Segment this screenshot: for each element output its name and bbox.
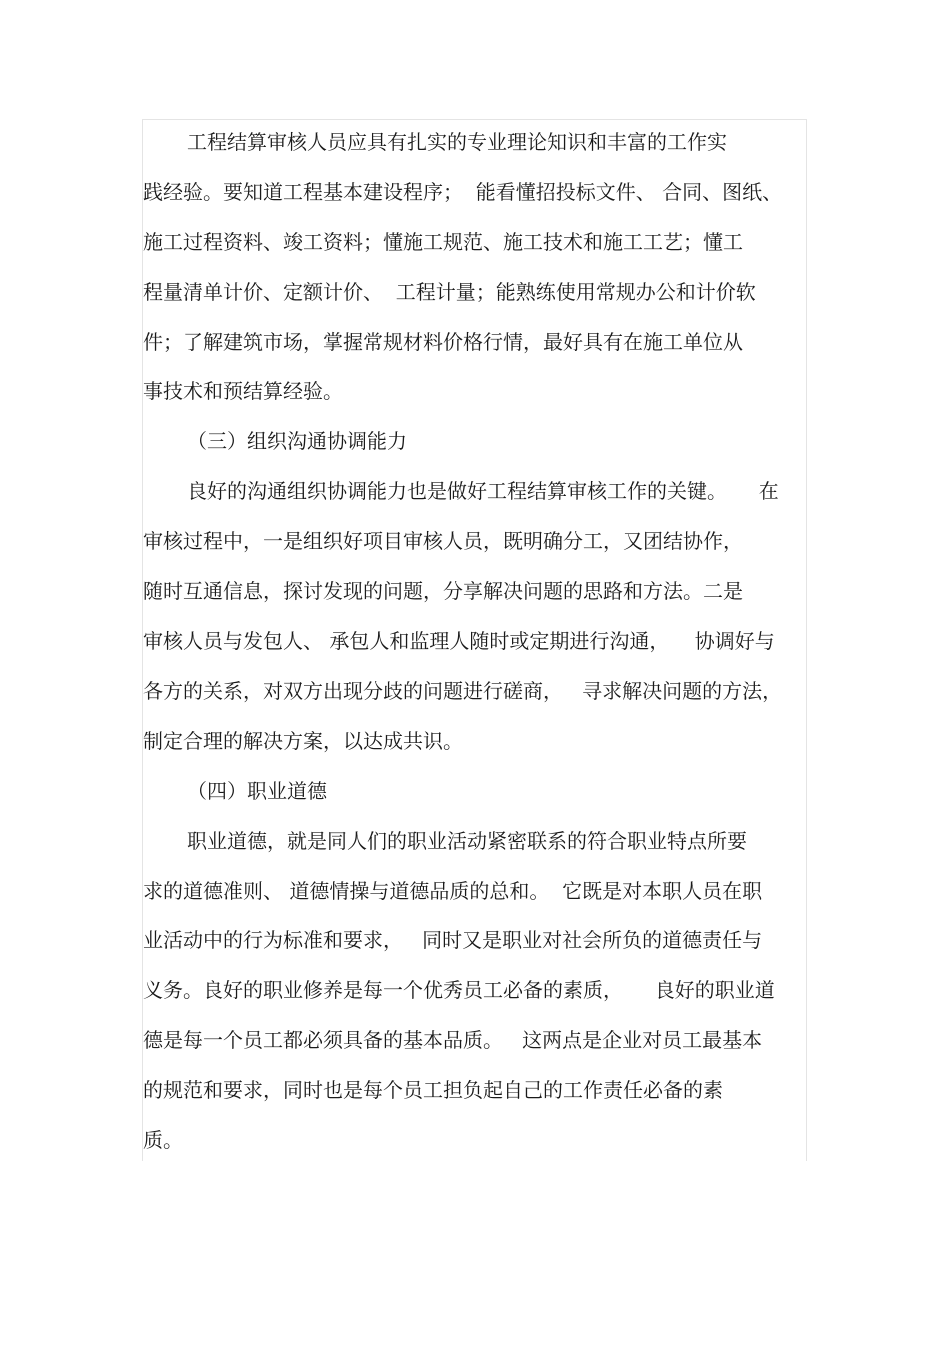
paragraph-line: 工程结算审核人员应具有扎实的专业理论知识和丰富的工作实 [187, 130, 727, 154]
paragraph-line: 业活动中的行为标准和要求， 同时又是职业对社会所负的道德责任与 [143, 928, 763, 952]
paragraph-line: 质。 [143, 1128, 183, 1152]
paragraph-line: 良好的沟通组织协调能力也是做好工程结算审核工作的关键。 在 [187, 479, 779, 503]
paragraph-line: 制定合理的解决方案，以达成共识。 [143, 729, 463, 753]
paragraph-line: 职业道德，就是同人们的职业活动紧密联系的符合职业特点所要 [187, 829, 747, 853]
paragraph-line: 各方的关系，对双方出现分歧的问题进行磋商， 寻求解决问题的方法， [143, 679, 783, 703]
paragraph-line: 审核过程中，一是组织好项目审核人员，既明确分工，又团结协作， [143, 529, 743, 553]
paragraph-line: 求的道德准则、 道德情操与道德品质的总和。 它既是对本职人员在职 [143, 879, 763, 903]
paragraph-line: 件；了解建筑市场，掌握常规材料价格行情，最好具有在施工单位从 [143, 330, 743, 354]
paragraph-line: 施工过程资料、竣工资料；懂施工规范、施工技术和施工工艺；懂工 [143, 230, 743, 254]
paragraph-line: 程量清单计价、定额计价、 工程计量；能熟练使用常规办公和计价软 [143, 280, 756, 304]
section-heading: （四）职业道德 [187, 779, 327, 803]
paragraph-line: 义务。良好的职业修养是每一个优秀员工必备的素质， 良好的职业道 [143, 978, 775, 1002]
paragraph-line: 践经验。要知道工程基本建设程序； 能看懂招投标文件、 合同、图纸、 [143, 180, 783, 204]
paragraph-line: 德是每一个员工都必须具备的基本品质。 这两点是企业对员工最基本 [143, 1028, 763, 1052]
section-heading: （三）组织沟通协调能力 [187, 429, 407, 453]
paragraph-line: 审核人员与发包人、 承包人和监理人随时或定期进行沟通， 协调好与 [143, 629, 775, 653]
paragraph-line: 的规范和要求，同时也是每个员工担负起自己的工作责任必备的素 [143, 1078, 723, 1102]
paragraph-line: 随时互通信息，探讨发现的问题，分享解决问题的思路和方法。二是 [143, 579, 743, 603]
paragraph-line: 事技术和预结算经验。 [143, 379, 343, 403]
